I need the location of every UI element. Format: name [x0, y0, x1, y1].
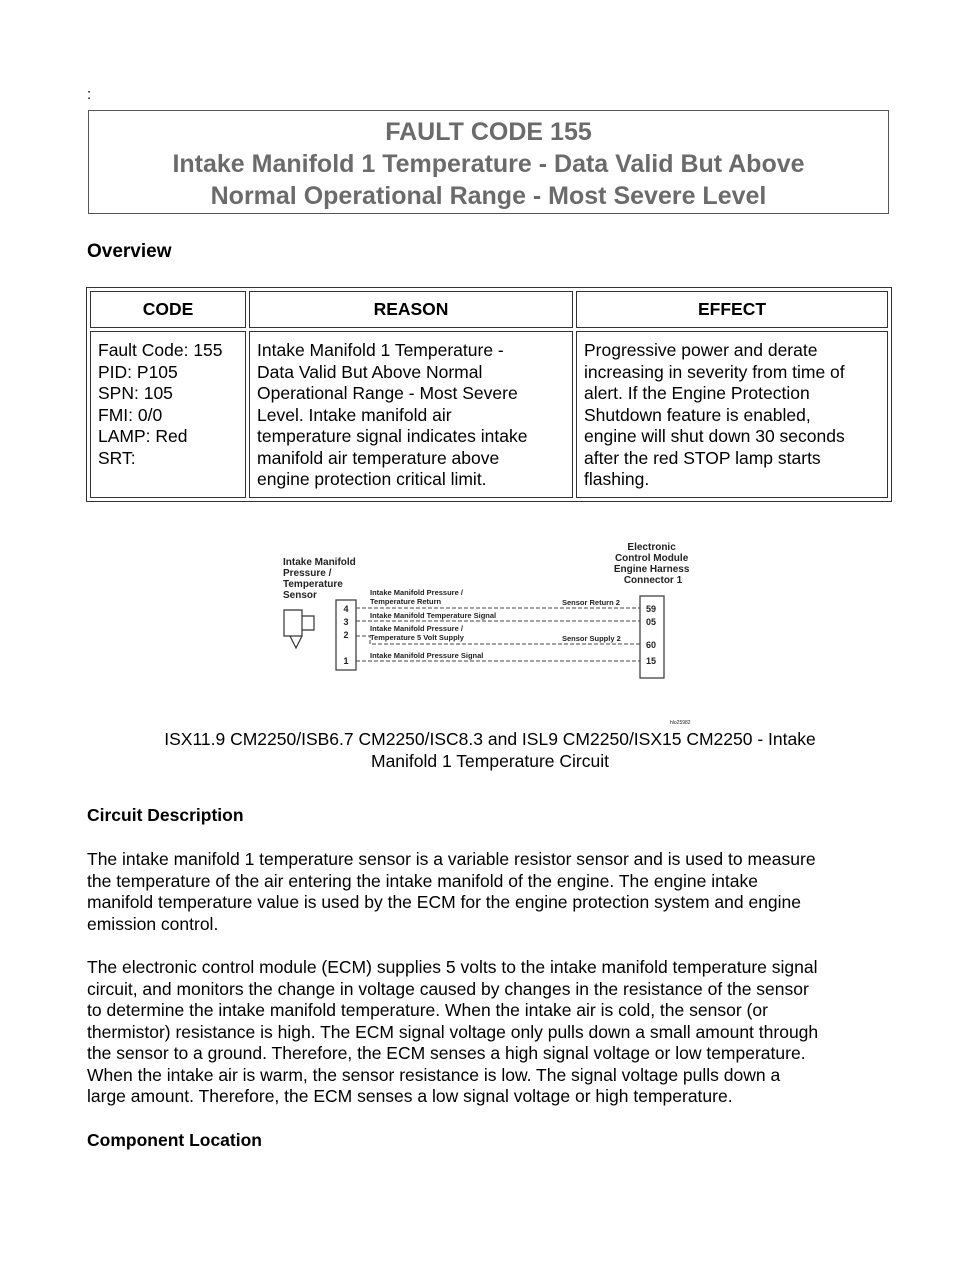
paragraph-line: the temperature of the air entering the intake manifold of the engine. The engine intake [87, 870, 758, 891]
figure-id: hlo25982 [670, 720, 691, 726]
effect-line: flashing. [584, 469, 650, 489]
wire-label: Temperature Return [370, 597, 442, 606]
sensor-pin: 3 [343, 617, 349, 627]
ecm-pin: 15 [645, 656, 657, 666]
paragraph-line: the sensor to a ground. Therefore, the ECM senses a high signal voltage or low temperature. [87, 1043, 806, 1063]
effect-line: after the red STOP lamp starts [584, 447, 821, 468]
paragraph-line: thermistor) resistance is high. The ECM signal voltage only pulls down a small amount through [87, 1021, 819, 1042]
code-column-header: CODE [90, 291, 246, 328]
sensor-label-line: Sensor [283, 590, 317, 601]
ecm-label-line: Electronic [627, 542, 676, 553]
code-line: FMI: 0/0 [98, 404, 163, 425]
reason-line: Data Valid But Above Normal [257, 361, 483, 382]
ecm-label-line: Engine Harness [613, 564, 690, 575]
reason-cell [249, 331, 573, 498]
reason-line: engine protection critical limit. [257, 469, 487, 489]
ecm-label-line: Control Module [614, 553, 689, 564]
ecm-label-line: Connector 1 [623, 575, 683, 586]
wire-label: Intake Manifold Pressure / [370, 624, 463, 633]
ecm-pin: 59 [645, 604, 657, 614]
component-location-heading: Component Location [87, 1130, 262, 1150]
effect-line: alert. If the Engine Protection [584, 383, 810, 403]
ecm-pin: 60 [645, 640, 657, 650]
ecm-wire-label: Sensor Return 2 [562, 598, 620, 607]
code-line: Fault Code: 155 [98, 340, 223, 360]
ecm-label [614, 542, 692, 586]
overview-header-row [90, 291, 888, 328]
page-colon: : [87, 86, 92, 103]
effect-line: Shutdown feature is enabled, [584, 404, 811, 425]
fault-code-title-box [88, 110, 889, 214]
circuit-description-heading: Circuit Description [87, 805, 244, 825]
wire-label: Intake Manifold Pressure Signal [370, 651, 484, 660]
code-cell [90, 331, 246, 498]
paragraph-line: large amount. Therefore, the ECM senses a low signal voltage or high temperature. [87, 1086, 733, 1106]
fault-description-line1: Intake Manifold 1 Temperature - Data Valid But Above [172, 150, 805, 178]
reason-line: Level. Intake manifold air [257, 404, 452, 425]
code-line: SRT: [98, 447, 136, 468]
code-line: PID: P105 [98, 361, 178, 382]
diagram-caption [90, 728, 890, 772]
sensor-label-line: Pressure / [283, 568, 332, 579]
paragraph-line: The electronic control module (ECM) supplies 5 volts to the intake manifold temperature signal [87, 957, 818, 977]
overview-data-row [90, 331, 888, 498]
effect-line: Progressive power and derate [584, 340, 818, 360]
code-line: SPN: 105 [98, 383, 173, 403]
reason-line: manifold air temperature above [257, 447, 500, 468]
overview-table [86, 287, 892, 502]
sensor-label [283, 557, 359, 601]
wire-label: Temperature 5 Volt Supply [370, 633, 464, 642]
ecm-wire-label: Sensor Supply 2 [562, 634, 621, 643]
reason-column-header: REASON [249, 291, 573, 328]
overview-heading: Overview [87, 241, 172, 262]
effect-cell [576, 331, 888, 498]
paragraph-line: The intake manifold 1 temperature sensor is a variable resistor sensor and is used to measure [87, 849, 816, 869]
wire-label: Intake Manifold Pressure / [370, 588, 463, 597]
caption-line: Manifold 1 Temperature Circuit [371, 751, 609, 771]
paragraph-line: circuit, and monitors the change in voltage caused by changes in the resistance of the sensor [87, 978, 809, 999]
reason-line: Intake Manifold 1 Temperature - [257, 340, 504, 360]
paragraph-line: manifold temperature value is used by the ECM for the engine protection system and engine [87, 892, 802, 912]
sensor-pin: 2 [343, 630, 349, 640]
circuit-diagram [280, 538, 700, 728]
circuit-paragraph-1 [87, 849, 897, 935]
circuit-paragraph-2 [87, 957, 897, 1108]
code-line: LAMP: Red [98, 426, 188, 446]
sensor-label-line: Intake Manifold [283, 557, 356, 568]
effect-column-header: EFFECT [576, 291, 888, 328]
wire-label: Intake Manifold Temperature Signal [370, 611, 497, 620]
ecm-pin: 05 [645, 617, 657, 627]
caption-line: ISX11.9 CM2250/ISB6.7 CM2250/ISC8.3 and ISL9 CM2250/ISX15 CM2250 - Intake [164, 729, 816, 749]
fault-code-title: FAULT CODE 155 [385, 118, 592, 146]
sensor-pin: 4 [343, 604, 349, 614]
paragraph-line: When the intake air is warm, the sensor resistance is low. The signal voltage pulls down a [87, 1064, 781, 1085]
paragraph-line: emission control. [87, 913, 219, 934]
sensor-label-line: Temperature [283, 579, 343, 590]
reason-line: temperature signal indicates intake [257, 426, 528, 446]
reason-line: Operational Range - Most Severe [257, 383, 518, 403]
sensor-pin: 1 [343, 656, 349, 666]
effect-line: increasing in severity from time of [584, 361, 845, 382]
fault-description-line2: Normal Operational Range - Most Severe Level [210, 182, 767, 210]
paragraph-line: to determine the intake manifold temperature. When the intake air is cold, the sensor (or [87, 1000, 768, 1020]
effect-line: engine will shut down 30 seconds [584, 426, 845, 446]
